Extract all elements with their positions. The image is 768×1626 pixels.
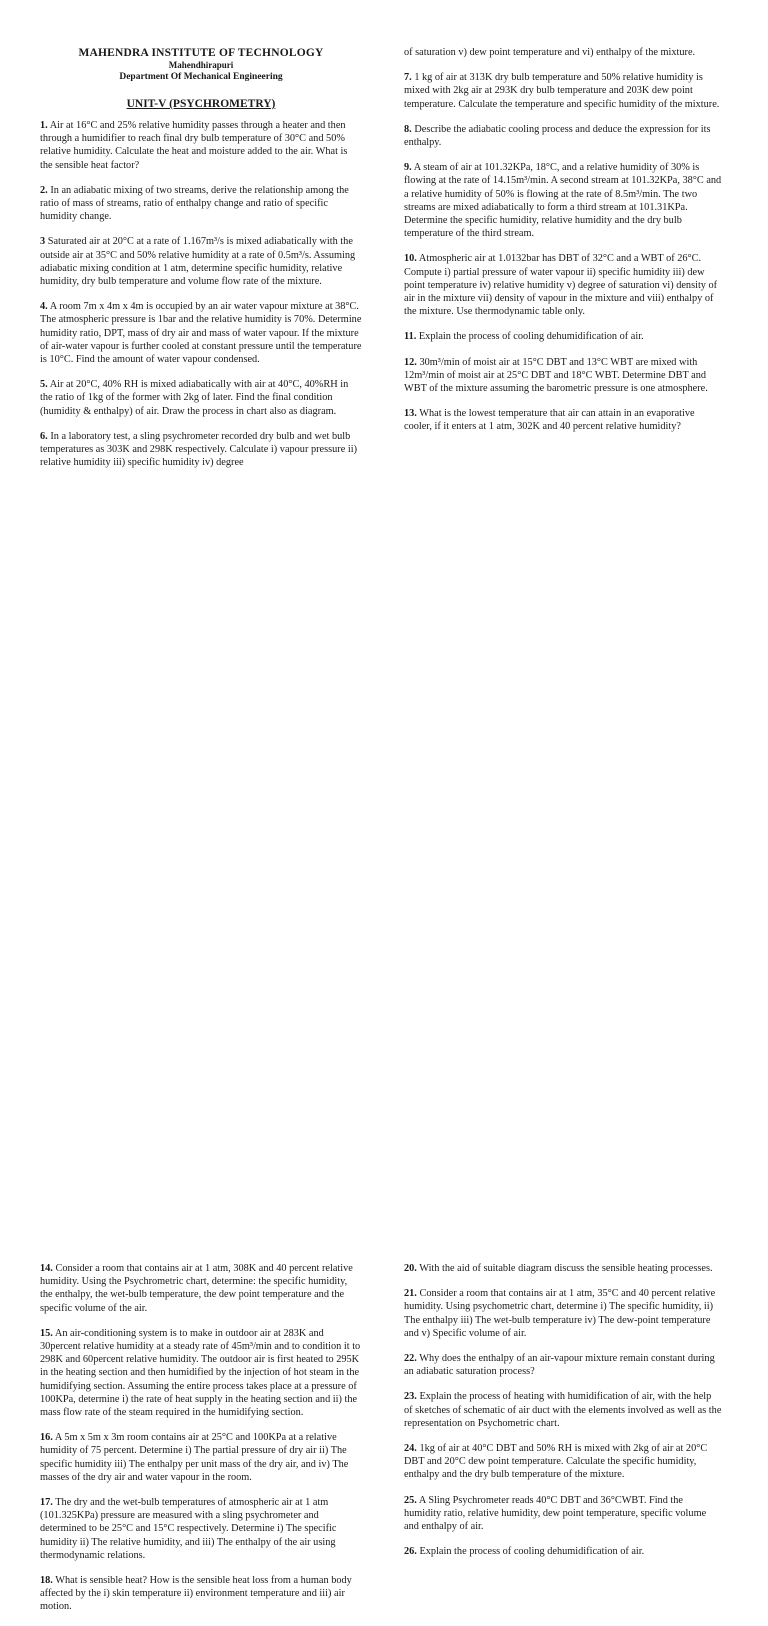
question-text: Consider a room that contains air at 1 atm, 35°C and 40 percent relative humidity. Using psychometric chart, determine i) The specific humidity, ii) The enthalpy iii) The wet-bulb temperature iv) The dew-point temperature and v) Specific volume of air. xyxy=(404,1288,716,1339)
question-item xyxy=(404,407,722,433)
question-item xyxy=(40,1574,362,1614)
question-text: A Sling Psychrometer reads 40°C DBT and 36°CWBT. Find the humidity ratio, relative humidity, dew point temperature, specific volume and enthalpy of air. xyxy=(404,1494,707,1533)
question-number: 24. xyxy=(404,1443,417,1455)
question-text: 1 kg of air at 313K dry bulb temperature and 50% relative humidity is mixed with 2kg air at 293K dry bulb temperature and 203K dew point temperature. Calculate the temperature and specific humidity of the mixture. xyxy=(404,72,720,110)
question-text: Explain the process of cooling dehumidification of air. xyxy=(418,331,644,343)
question-text: Explain the process of cooling dehumidification of air. xyxy=(419,1546,645,1558)
question-text: The dry and the wet-bulb temperatures of atmospheric air at 1 atm (101.325KPa) pressure are measured with a sling psychrometer and determined to be 25°C and 15°C respectively. Determine i) The specific humidity ii) The relative humidity, and iii) The enthalpy of the air using thermodynamic relations. xyxy=(40,1497,337,1561)
question-number: 5. xyxy=(40,379,48,391)
question-text: 30m³/min of moist air at 15°C DBT and 13°C WBT are mixed with 12m³/min of moist air at 25°C DBT and 18°C WBT. Determine DBT and WBT of the mixture assuming the barometric pressure is one atmosphere. xyxy=(404,356,708,395)
question-text: With the aid of suitable diagram discuss the sensible heating processes. xyxy=(419,1263,713,1274)
question-text: In an adiabatic mixing of two streams, derive the relationship among the ratio of mass of streams, ratio of enthalpy change and ratio of specific humidity change. xyxy=(40,184,349,223)
question-number: 6. xyxy=(40,430,48,442)
question-number: 14. xyxy=(40,1263,53,1274)
question-number: 12. xyxy=(404,356,417,368)
question-item xyxy=(404,1262,722,1275)
question-number: 18. xyxy=(40,1575,53,1587)
page-bottom-half xyxy=(0,620,768,1613)
question-item xyxy=(40,378,362,418)
institute-name: MAHENDRA INSTITUTE OF TECHNOLOGY xyxy=(78,47,324,59)
question-number: 2. xyxy=(40,184,48,196)
question-item xyxy=(40,300,362,366)
question-item xyxy=(40,430,362,470)
question-text: 1kg of air at 40°C DBT and 50% RH is mixed with 2kg of air at 20°C DBT and 20°C dew point temperature. Calculate the specific humidity, enthalpy and the dry bulb temperature of the mixture. xyxy=(404,1443,708,1481)
question-text: Consider a room that contains air at 1 atm, 308K and 40 percent relative humidity. Using the Psychrometric chart, determine: the specific humidity, the enthalpy, the wet-bulb temperature, the dew point temperature and the specific volume of the air. xyxy=(40,1263,353,1314)
question-text: An air-conditioning system is to make in outdoor air at 283K and 30percent relative humidity at a steady rate of 45m³/min and to condition it to 298K and 60percent relative humidity. The outdoor air is first heated to 295K in the heating section and then humidified by the injection of hot steam in the humidifying section. Assuming the entire process takes place at a pressure of 100KPa, determine i) the rate of heat supply in the heating section and ii) the mass flow rate of the steam required in the humidifying section. xyxy=(40,1327,361,1419)
question-item xyxy=(40,1327,362,1419)
question-text: Air at 20°C, 40% RH is mixed adiabatically with air at 40°C, 40%RH in the ratio of 1kg of the former with 2kg of later. Find the final condition (humidity & enthalpy) of air. Draw the process in chart also as diagram. xyxy=(40,379,349,417)
question-number: 4. xyxy=(40,301,48,313)
question-text: What is the lowest temperature that air can attain in an evaporative cooler, if it enters at 1 atm, 302K and 40 percent relative humidity? xyxy=(404,408,695,433)
question-number: 16. xyxy=(40,1432,53,1444)
question-item xyxy=(40,119,362,172)
question-item xyxy=(40,1431,362,1484)
institute-location: Mahendhirapuri xyxy=(168,60,234,70)
question-number: 17. xyxy=(40,1497,53,1509)
document-header xyxy=(40,46,362,111)
question-item xyxy=(40,1262,362,1315)
question-number: 3 xyxy=(40,236,46,248)
question-number: 1. xyxy=(40,120,48,131)
question-number: 21. xyxy=(404,1288,417,1300)
question-text: Describe the adiabatic cooling process and deduce the expression for its enthalpy. xyxy=(404,123,711,149)
question-item xyxy=(404,161,722,240)
unit-title: UNIT-V (PSYCHROMETRY) xyxy=(126,98,276,110)
question-number: 22. xyxy=(404,1353,417,1365)
question-number: 10. xyxy=(404,253,417,265)
question-list-top-right xyxy=(404,71,722,433)
question-text: A 5m x 5m x 3m room contains air at 25°C and 100KPa at a relative humidity of 75 percent. Determine i) The partial pressure of dry air ii) The specific humidity iii) The enthalpy per unit mass of the dry air, and iv) The masses of the dry air and water vapour in the room. xyxy=(40,1432,349,1483)
department-name: Department Of Mechanical Engineering xyxy=(119,72,283,82)
top-right-column xyxy=(404,46,722,446)
question-number: 9. xyxy=(404,162,412,174)
question-item xyxy=(404,71,722,111)
question-number: 23. xyxy=(404,1391,417,1403)
question-item xyxy=(404,356,722,396)
bottom-right-column xyxy=(404,1262,722,1570)
bottom-left-column xyxy=(40,1262,362,1626)
question-item xyxy=(404,1545,722,1558)
question-number: 8. xyxy=(404,123,412,135)
question-number: 15. xyxy=(40,1327,53,1339)
question-item xyxy=(404,1442,722,1482)
question-text: What is sensible heat? How is the sensible heat loss from a human body affected by the i) skin temperature ii) environment temperature and iii) air motion. xyxy=(40,1575,352,1613)
question-item xyxy=(40,1496,362,1562)
question-continuation: of saturation v) dew point temperature and vi) enthalpy of the mixture. xyxy=(404,47,696,58)
question-number: 25. xyxy=(404,1494,417,1506)
question-item xyxy=(40,235,362,288)
question-number: 13. xyxy=(404,408,417,420)
question-number: 11. xyxy=(404,331,417,343)
question-item xyxy=(404,252,722,318)
question-text: Why does the enthalpy of an air-vapour mixture remain constant during an adiabatic saturation process? xyxy=(404,1353,715,1378)
question-item xyxy=(404,1390,722,1430)
question-item xyxy=(40,184,362,224)
page-top-half xyxy=(0,0,768,620)
question-text: Atmospheric air at 1.0132bar has DBT of 32°C and a WBT of 26°C. Compute i) partial pressure of water vapour ii) specific humidity iii) dew point temperature iv) relative humidity v) degree of saturation vi) density of air in the mixture vii) density of vapour in the mixture and viii) enthalpy of the mixture. Use thermodynamic table only. xyxy=(404,253,718,318)
question-text: In a laboratory test, a sling psychrometer recorded dry bulb and wet bulb temperatures as 303K and 298K respectively. Calculate i) vapour pressure ii) relative humidity iii) specific humidity iv) degree xyxy=(40,430,357,469)
question-list-bottom-left xyxy=(40,1262,362,1614)
question-item xyxy=(404,1352,722,1378)
question-list-top-left xyxy=(40,119,362,469)
question-item xyxy=(404,330,722,343)
question-item xyxy=(404,1494,722,1534)
question-number: 20. xyxy=(404,1263,417,1274)
question-text: Saturated air at 20°C at a rate of 1.167m³/s is mixed adiabatically with the outside air at 35°C and 50% relative humidity at a rate of 0.5m³/s. Assuming adiabatic mixing condition at 1 atm, determine specific humidity, relative humidity, dry bulb temperature and volume flow rate of the mixture. xyxy=(40,236,356,288)
question-item xyxy=(404,1287,722,1340)
question-text: A room 7m x 4m x 4m is occupied by an air water vapour mixture at 38°C. The atmospheric pressure is 1bar and the relative humidity is 70%. Determine humidity ratio, DPT, mass of dry air and mass of water vapour. If the mixture of air-water vapour is further cooled at constant pressure until the temperature is 10°C. Find the amount of water vapour condensed. xyxy=(40,301,362,366)
question-list-bottom-right xyxy=(404,1262,722,1558)
top-left-column xyxy=(40,46,362,481)
question-text: A steam of air at 101.32KPa, 18°C, and a relative humidity of 30% is flowing at the rate of 14.15m³/min. A second stream at 101.32KPa, 38°C and a relative humidity of 50% is flowing at the rate of 8.5m³/min. The two streams are mixed adiabatically to form a third stream at 101.31KPa. Determine the specific humidity, relative humidity and the dry bulb temperature of the third stream. xyxy=(404,162,722,240)
question-number: 7. xyxy=(404,72,412,84)
question-item xyxy=(404,123,722,149)
question-text: Air at 16°C and 25% relative humidity passes through a heater and then through a humidifier to reach final dry bulb temperature of 30°C and 50% relative humidity. Calculate the heat and moisture added to the air. What is the sensible heat factor? xyxy=(40,120,348,171)
question-text: Explain the process of heating with humidification of air, with the help of sketches of schematic of air duct with the elements involved as well as the representation on Psychometric chart. xyxy=(404,1391,722,1429)
question-number: 26. xyxy=(404,1546,417,1558)
